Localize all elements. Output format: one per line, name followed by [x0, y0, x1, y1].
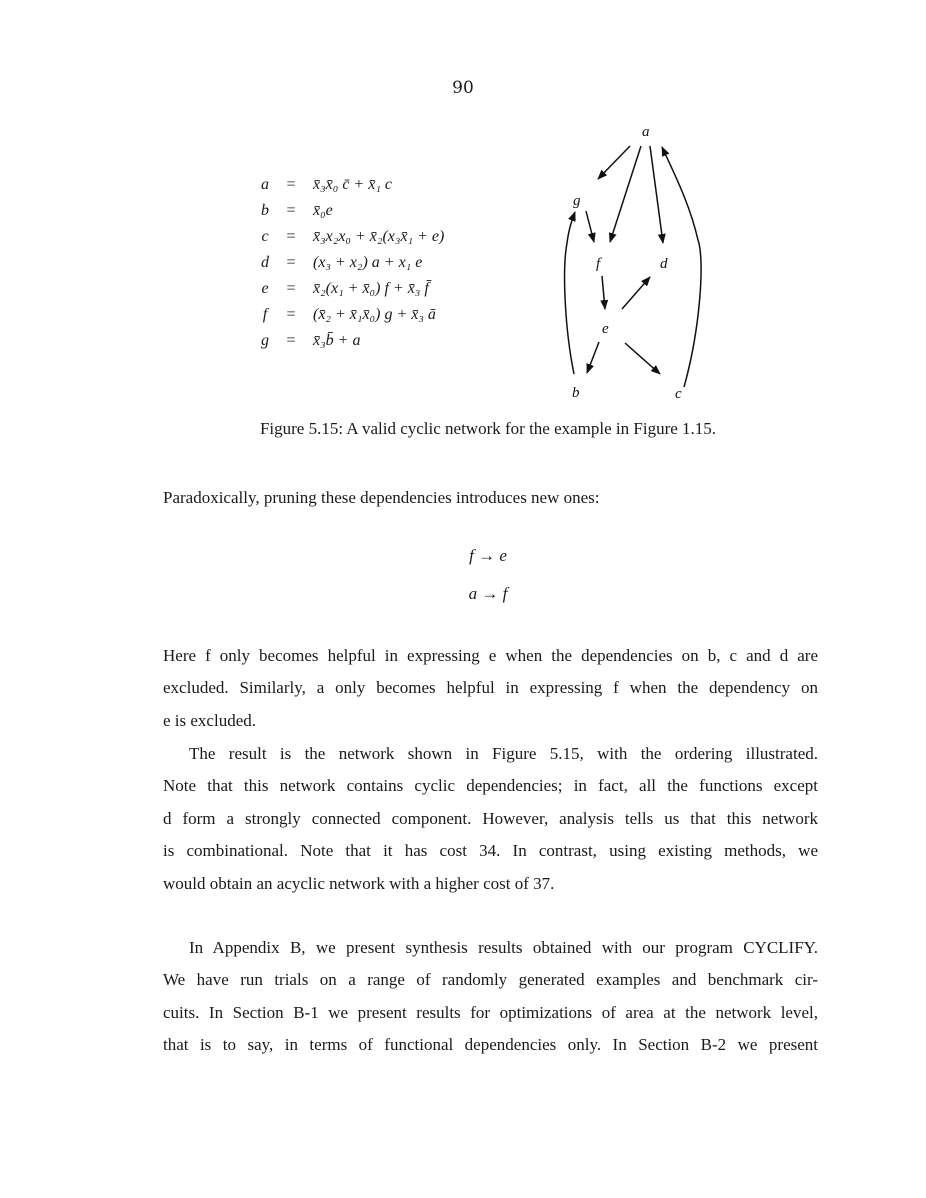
node-b: b	[572, 385, 580, 401]
equation-lhs: a	[261, 176, 269, 193]
equals-sign: =	[286, 254, 296, 271]
dependency-1: f → e	[469, 546, 507, 565]
equals-sign: =	[286, 332, 296, 349]
equation-lhs: f	[262, 306, 268, 323]
edge-a-g	[598, 146, 630, 179]
edge-b-g	[565, 212, 575, 374]
paragraph-2	[163, 738, 818, 900]
equals-sign: =	[286, 228, 296, 245]
equation-rhs: x̄₃x̄₀ c̄ + x̄₁ c	[313, 176, 392, 193]
equation-lhs: g	[261, 332, 269, 349]
text-line: Note that this network contains cyclic dependencies; in fact, all the functions except	[163, 776, 818, 796]
equals-sign: =	[286, 280, 296, 297]
edge-e-c	[625, 343, 660, 374]
equation-lhs: c	[261, 228, 269, 245]
edge-e-d	[622, 277, 650, 309]
node-f: f	[596, 256, 601, 272]
equation-lhs: b	[261, 202, 269, 219]
text-line: Here f only becomes helpful in expressing e when the dependencies on b, c and d are	[163, 646, 818, 665]
text-line: In Appendix B, we present synthesis results obtained with our program CYCLIFY.	[189, 938, 818, 957]
equals-sign: =	[286, 306, 296, 323]
equals-sign: =	[286, 176, 296, 193]
paragraph-1	[163, 640, 818, 737]
equation-rhs: x̄₀e	[313, 202, 333, 219]
equation-rhs: (x₃ + x₂) a + x₁ e	[313, 254, 423, 271]
node-a: a	[642, 124, 650, 140]
text-line: that is to say, in terms of functional dependencies only. In Section B-2 we present	[163, 1035, 818, 1055]
intro-sentence	[163, 482, 818, 514]
text-line: The result is the network shown in Figure 5.15, with the ordering illustrated.	[189, 744, 818, 763]
equation-lhs: d	[261, 254, 269, 271]
paragraph-3	[163, 932, 818, 1062]
text-line: e is excluded.	[163, 710, 256, 730]
node-d: d	[660, 256, 668, 272]
edge-c-a	[662, 147, 701, 387]
node-e: e	[602, 321, 609, 337]
edge-e-b	[587, 342, 599, 373]
figure-caption: Figure 5.15: A valid cyclic network for the example in Figure 1.15.	[259, 419, 717, 438]
text-line: Paradoxically, pruning these dependencies introduces new ones:	[163, 488, 600, 507]
edge-g-f	[586, 211, 594, 242]
equation-rhs: x̄₂(x₁ + x̄₀) f + x̄₃ f̄	[313, 280, 429, 297]
equation-rhs: (x̄₂ + x̄₁x̄₀) g + x̄₃ ā	[313, 306, 436, 323]
text-line: would obtain an acyclic network with a higher cost of 37.	[163, 873, 555, 893]
edge-a-d	[650, 146, 663, 243]
node-c: c	[675, 386, 682, 402]
text-line: excluded. Similarly, a only becomes helpful in expressing f when the dependency on	[163, 678, 818, 698]
edge-f-e	[602, 276, 605, 309]
page-number: 90	[452, 78, 474, 98]
equals-sign: =	[286, 202, 296, 219]
text-line: d form a strongly connected component. However, analysis tells us that this network	[163, 808, 818, 828]
equation-rhs: x̄₃b̄ + a	[313, 332, 361, 349]
text-line: is combinational. Note that it has cost 34. In contrast, using existing methods, we	[163, 841, 818, 861]
equation-rhs: x̄₃x₂x₀ + x̄₂(x₃x̄₁ + e)	[313, 228, 445, 245]
edge-a-f	[610, 146, 641, 242]
dependency-2: a → f	[468, 584, 508, 603]
node-g: g	[573, 193, 581, 209]
text-line: We have run trials on a range of randomly generated examples and benchmark cir-	[163, 970, 818, 990]
equation-lhs: e	[261, 280, 269, 297]
text-line: cuits. In Section B-1 we present results for optimizations of area at the network level,	[163, 1002, 818, 1022]
dependency-graph	[545, 115, 725, 410]
